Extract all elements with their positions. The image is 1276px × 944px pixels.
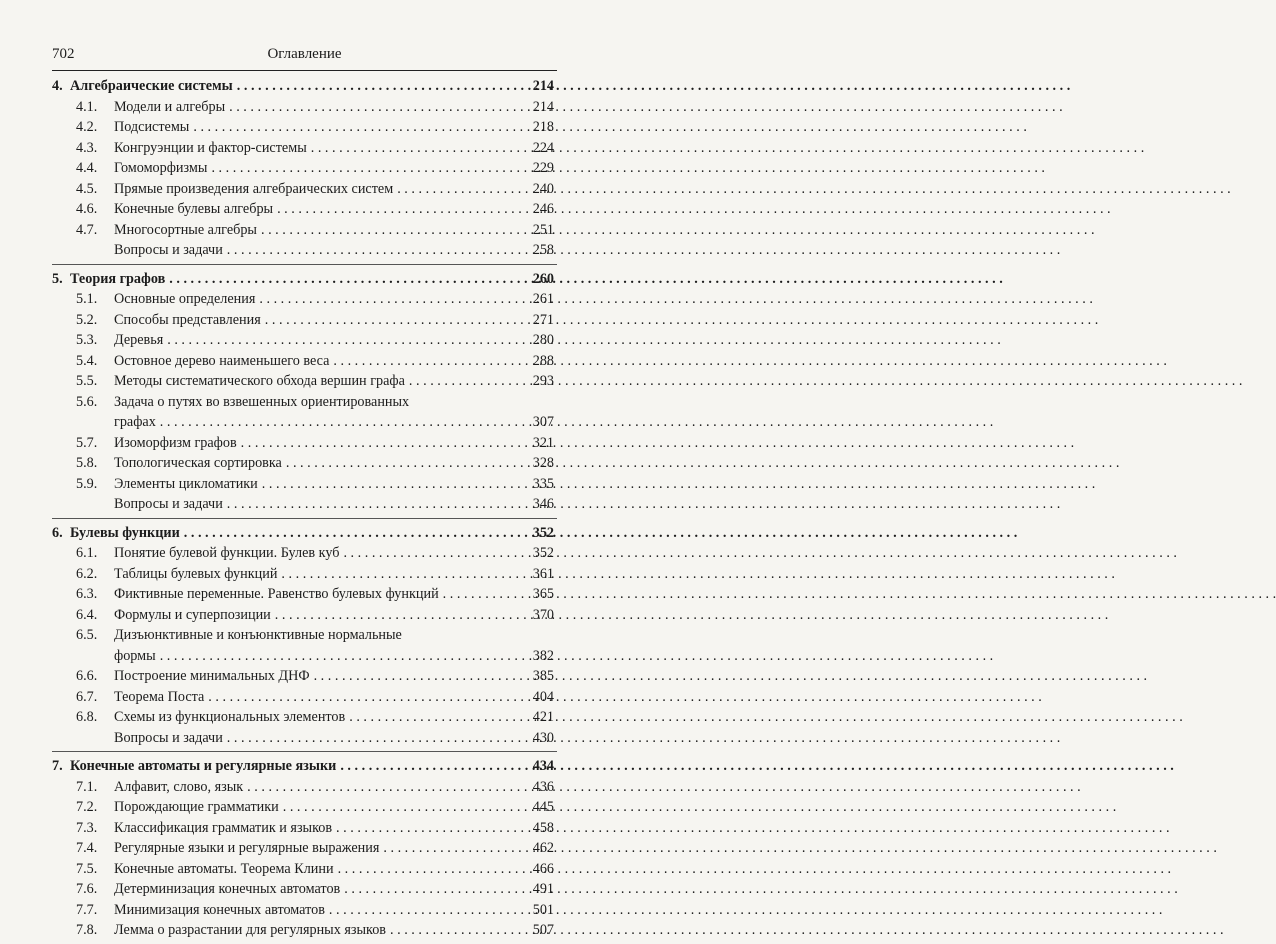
- toc-entry[interactable]: [52, 117, 554, 138]
- section-title: Построение минимальных ДНФ: [114, 668, 310, 684]
- dot-leader: [314, 666, 518, 687]
- header-rule: [52, 70, 557, 71]
- section-number: 7.7.: [76, 901, 98, 918]
- dot-leader: [227, 240, 518, 261]
- toc-entry[interactable]: [52, 453, 554, 474]
- chapter-page: 434: [532, 758, 554, 774]
- chapter-page: 214: [532, 78, 554, 94]
- section-number: 7.2.: [76, 799, 98, 815]
- section-page: 258: [532, 242, 554, 258]
- dot-leader: [333, 351, 518, 372]
- toc-entry[interactable]: [52, 289, 554, 310]
- running-title: Оглавление: [267, 46, 342, 62]
- section-page: 328: [532, 455, 554, 471]
- dot-leader: [311, 138, 518, 159]
- toc-entry[interactable]: [52, 179, 554, 200]
- section-number: 6.3.: [76, 586, 98, 602]
- section-number: 6.5.: [76, 627, 98, 643]
- chapter-7: [52, 752, 557, 944]
- section-title: Остовное дерево наименьшего веса: [114, 352, 330, 369]
- dot-leader: [247, 777, 518, 798]
- toc-entry[interactable]: [52, 879, 554, 900]
- section-page: 261: [532, 291, 554, 307]
- dot-leader: [409, 371, 518, 392]
- section-number: 7.3.: [76, 819, 98, 836]
- dot-leader: [265, 310, 518, 331]
- dot-leader: [344, 879, 518, 900]
- section-title: Модели и алгебры: [114, 98, 226, 115]
- toc-entry[interactable]: [52, 433, 554, 454]
- section-title: Порождающие грамматики: [114, 799, 279, 815]
- chapter-number: 7.: [52, 758, 63, 774]
- dot-leader: [283, 797, 518, 818]
- toc-entry[interactable]: [52, 543, 554, 564]
- toc-entry[interactable]: [52, 605, 554, 626]
- toc-entry[interactable]: [52, 584, 554, 605]
- section-page: 214: [532, 98, 554, 115]
- section-page: 404: [532, 688, 554, 705]
- section-number: 4.2.: [76, 119, 98, 135]
- section-title: Многосортные алгебры: [114, 221, 257, 238]
- chapter-5: [52, 265, 557, 519]
- section-number: 4.3.: [76, 139, 98, 156]
- page-header: [52, 0, 557, 72]
- toc-entry[interactable]: [52, 777, 554, 798]
- dot-leader: [338, 859, 518, 880]
- toc-entry-questions[interactable]: [52, 494, 554, 515]
- section-title: Конечные автоматы. Теорема Клини: [114, 860, 334, 877]
- section-title: Изоморфизм графов: [114, 434, 237, 451]
- dot-leader: [169, 269, 518, 290]
- section-number: 6.8.: [76, 709, 98, 725]
- dot-leader: [193, 117, 518, 138]
- section-page: 385: [532, 668, 554, 684]
- toc-entry[interactable]: [52, 220, 554, 241]
- section-page: 218: [532, 119, 554, 135]
- dot-leader: [167, 330, 518, 351]
- section-title: Дизъюнктивные и конъюнктивные нормальные: [114, 627, 402, 643]
- section-number: 6.6.: [76, 668, 98, 684]
- section-title: Лемма о разрастании для регулярных языков: [114, 922, 386, 938]
- chapter-title: Булевы функции: [70, 524, 180, 541]
- dot-leader: [261, 220, 518, 241]
- section-number: 5.7.: [76, 434, 98, 451]
- section-number: 7.6.: [76, 881, 98, 897]
- toc-entry-two-line[interactable]: [52, 392, 554, 433]
- section-page: 466: [532, 860, 554, 877]
- section-title: Фиктивные переменные. Равенство булевых функций: [114, 586, 439, 602]
- section-page: 335: [532, 475, 554, 492]
- toc-entry[interactable]: [52, 330, 554, 351]
- section-number: 7.5.: [76, 860, 98, 877]
- section-number: 5.8.: [76, 455, 98, 471]
- section-page: 436: [532, 778, 554, 795]
- section-page: 307: [532, 414, 554, 430]
- section-number: 6.7.: [76, 688, 98, 705]
- section-page: 445: [532, 799, 554, 815]
- section-number: 5.2.: [76, 311, 98, 328]
- dot-leader: [160, 646, 518, 667]
- chapter-title: Конечные автоматы и регулярные языки: [70, 758, 337, 774]
- toc-entry-questions[interactable]: [52, 240, 554, 261]
- toc-entry-questions[interactable]: [52, 728, 554, 749]
- section-title: Алфавит, слово, язык: [114, 778, 244, 795]
- section-title: Конечные булевы алгебры: [114, 201, 274, 217]
- section-title: Детерминизация конечных автоматов: [114, 881, 341, 897]
- chapter-heading[interactable]: [52, 756, 554, 777]
- toc-entry[interactable]: [52, 371, 554, 392]
- section-page: 246: [532, 201, 554, 217]
- section-page: 501: [532, 901, 554, 918]
- toc-entry-two-line[interactable]: [52, 625, 554, 666]
- section-number: 5.3.: [76, 332, 98, 348]
- section-title: Прямые произведения алгебраических систем: [114, 180, 394, 197]
- section-number: 6.1.: [76, 545, 98, 561]
- chapter-page: 352: [532, 524, 554, 541]
- section-page: 240: [532, 180, 554, 197]
- toc-entry[interactable]: [52, 564, 554, 585]
- section-page: 365: [532, 586, 554, 602]
- section-page: 229: [532, 160, 554, 176]
- section-number: 7.1.: [76, 778, 98, 795]
- dot-leader: [275, 605, 518, 626]
- dot-leader: [443, 584, 518, 605]
- toc-entry[interactable]: [52, 707, 554, 728]
- section-title: Конгруэнции и фактор-системы: [114, 139, 307, 156]
- toc-entry[interactable]: [52, 797, 554, 818]
- toc-entry[interactable]: [52, 138, 554, 159]
- dot-leader: [160, 412, 518, 433]
- dot-leader: [241, 433, 518, 454]
- toc-entry[interactable]: [52, 666, 554, 687]
- section-page: 421: [532, 709, 554, 725]
- chapter-page: 260: [532, 270, 554, 287]
- section-title: Вопросы и задачи: [114, 496, 223, 512]
- book-page: [52, 0, 557, 944]
- chapter-number: 4.: [52, 78, 63, 94]
- section-number: 4.5.: [76, 180, 98, 197]
- section-number: 4.6.: [76, 201, 98, 217]
- section-page: 507: [532, 922, 554, 938]
- section-title: Вопросы и задачи: [114, 242, 223, 258]
- section-page: 346: [532, 496, 554, 512]
- section-title: Таблицы булевых функций: [114, 565, 278, 582]
- section-title: Формулы и суперпозиции: [114, 606, 271, 623]
- section-number: 6.4.: [76, 606, 98, 623]
- section-title: Регулярные языки и регулярные выражения: [114, 840, 380, 856]
- section-page: 251: [532, 221, 554, 238]
- dot-leader: [340, 756, 518, 777]
- section-number: 4.7.: [76, 221, 98, 238]
- toc-entry[interactable]: [52, 818, 554, 839]
- section-title: Гомоморфизмы: [114, 160, 208, 176]
- section-number: 5.1.: [76, 291, 98, 307]
- toc-entry[interactable]: [52, 199, 554, 220]
- section-title: Задача о путях во взвешенных ориентированных: [114, 393, 410, 410]
- section-page: 271: [532, 311, 554, 328]
- section-number: 6.2.: [76, 565, 98, 582]
- section-page: 321: [532, 434, 554, 451]
- section-title: Классификация грамматик и языков: [114, 819, 333, 836]
- dot-leader: [286, 453, 518, 474]
- section-number: 5.5.: [76, 373, 98, 389]
- section-page: 293: [532, 373, 554, 389]
- dot-leader: [227, 728, 518, 749]
- dot-leader: [336, 818, 518, 839]
- section-page: 352: [532, 545, 554, 561]
- chapter-number: 5.: [52, 270, 63, 287]
- chapter-number: 6.: [52, 524, 63, 541]
- section-title: Элементы цикломатики: [114, 475, 258, 492]
- dot-leader: [227, 494, 518, 515]
- toc-entry[interactable]: [52, 97, 554, 118]
- dot-leader: [184, 523, 518, 544]
- section-page: 280: [532, 332, 554, 348]
- section-title: Теорема Поста: [114, 688, 205, 705]
- dot-leader: [281, 564, 518, 585]
- section-number: 5.9.: [76, 475, 98, 492]
- dot-leader: [229, 97, 518, 118]
- chapter-title: Теория графов: [70, 270, 166, 287]
- dot-leader: [343, 543, 518, 564]
- section-title: Методы систематического обхода вершин графа: [114, 373, 405, 389]
- toc-entry[interactable]: [52, 687, 554, 708]
- dot-leader: [237, 76, 518, 97]
- toc-entry[interactable]: [52, 474, 554, 495]
- section-number: 4.4.: [76, 160, 98, 176]
- dot-leader: [390, 920, 518, 941]
- section-title: Понятие булевой функции. Булев куб: [114, 545, 340, 561]
- section-title-continued: формы: [114, 647, 156, 664]
- toc-entry[interactable]: [52, 838, 554, 859]
- chapter-heading[interactable]: [52, 76, 554, 97]
- dot-leader: [277, 199, 518, 220]
- toc-entry[interactable]: [52, 310, 554, 331]
- dot-leader: [211, 158, 518, 179]
- dot-leader: [397, 179, 518, 200]
- toc-entry[interactable]: [52, 900, 554, 921]
- section-title: Топологическая сортировка: [114, 455, 282, 471]
- section-number: 5.6.: [76, 393, 98, 410]
- toc-entry[interactable]: [52, 920, 554, 941]
- toc-entry[interactable]: [52, 859, 554, 880]
- section-title-continued: графах: [114, 414, 156, 430]
- section-title: Схемы из функциональных элементов: [114, 709, 346, 725]
- section-number: 5.4.: [76, 352, 98, 369]
- section-page: 370: [532, 606, 554, 623]
- page-number: 702: [52, 46, 75, 62]
- section-page: 430: [532, 729, 554, 746]
- section-page: 361: [532, 565, 554, 582]
- dot-leader: [262, 474, 518, 495]
- chapter-title: Алгебраические системы: [70, 78, 233, 94]
- section-page: 224: [532, 139, 554, 156]
- section-number: 7.4.: [76, 840, 98, 856]
- section-title: Основные определения: [114, 291, 256, 307]
- chapter-heading[interactable]: [52, 269, 554, 290]
- section-page: 462: [532, 840, 554, 856]
- dot-leader: [208, 687, 518, 708]
- dot-leader: [349, 707, 518, 728]
- section-title: Подсистемы: [114, 119, 190, 135]
- toc-entry[interactable]: [52, 351, 554, 372]
- section-page: 458: [532, 819, 554, 836]
- chapter-heading[interactable]: [52, 523, 554, 544]
- section-page: 491: [532, 881, 554, 897]
- section-title: Деревья: [114, 332, 164, 348]
- chapter-6: [52, 519, 557, 753]
- dot-leader: [383, 838, 518, 859]
- section-number: 7.8.: [76, 922, 98, 938]
- dot-leader: [329, 900, 518, 921]
- section-page: 382: [532, 647, 554, 664]
- section-title: Способы представления: [114, 311, 261, 328]
- section-page: 288: [532, 352, 554, 369]
- section-title: Вопросы и задачи: [114, 729, 223, 746]
- chapter-4: [52, 72, 557, 265]
- section-title: Минимизация конечных автоматов: [114, 901, 325, 918]
- section-number: 4.1.: [76, 98, 98, 115]
- toc-entry[interactable]: [52, 158, 554, 179]
- dot-leader: [259, 289, 518, 310]
